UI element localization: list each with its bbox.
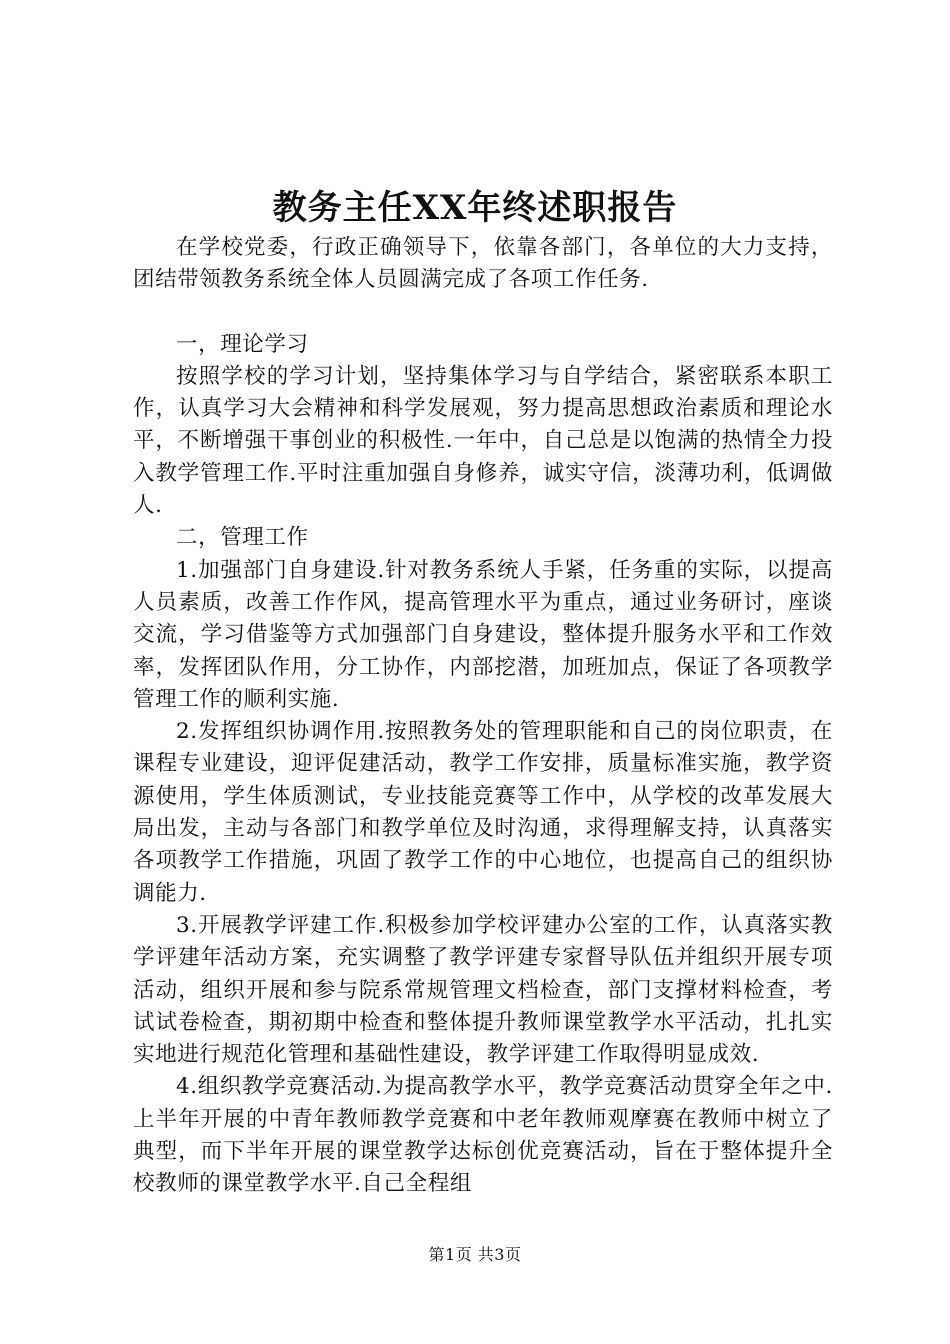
management-item-2: 2.发挥组织协调作用.按照教务处的管理职能和自己的岗位职责，在课程专业建设，迎评促建活动，教学工作安排，质量标准实施，教学资源使用，学生体质测试，专业技能竞赛等工作中，从学校的改革发展大局出发，主动与各部门和教学单位及时沟通，求得理解支持，认真落实各项教学工作措施，巩固了教学工作的中心地位，也提高自己的组织协调能力. <box>133 719 833 906</box>
intro-paragraph: 在学校党委，行政正确领导下，依靠各部门，各单位的大力支持，团结带领教务系统全体人员圆满完成了各项工作任务. <box>133 235 833 293</box>
section-heading-theory: 一，理论学习 <box>176 331 309 357</box>
document-title: 教务主任XX年终述职报告 <box>272 188 678 228</box>
page-footer: 第1页 共3页 <box>428 1245 522 1264</box>
section-heading-management: 二，管理工作 <box>176 525 309 551</box>
theory-paragraph: 按照学校的学习计划，坚持集体学习与自学结合，紧密联系本职工作，认真学习大会精神和科学发展观，努力提高思想政治素质和理论水平，不断增强干事创业的积极性.一年中，自己总是以饱满的热情全力投入教学管理工作.平时注重加强自身修养，诚实守信，淡薄功利，低调做人. <box>133 363 833 519</box>
management-item-4: 4.组织教学竞赛活动.为提高教学水平，教学竞赛活动贯穿全年之中.上半年开展的中青年教师教学竞赛和中老年教师观摩赛在教师中树立了典型，而下半年开展的课堂教学达标创优竞赛活动，旨在于整体提升全校教师的课堂教学水平.自己全程组 <box>133 1074 833 1197</box>
document-body <box>133 232 833 1201</box>
management-item-1: 1.加强部门自身建设.针对教务系统人手紧，任务重的实际，以提高人员素质，改善工作作风，提高管理水平为重点，通过业务研讨，座谈交流，学习借鉴等方式加强部门自身建设，整体提升服务水平和工作效率，发挥团队作用，分工协作，内部挖潜，加班加点，保证了各项教学管理工作的顺利实施. <box>133 557 833 712</box>
management-item-3: 3.开展教学评建工作.积极参加学校评建办公室的工作，认真落实教学评建年活动方案，充实调整了教学评建专家督导队伍并组织开展专项活动，组织开展和参与院系常规管理文档检查，部门支撑材料检查，考试试卷检查，期初期中检查和整体提升教师课堂教学水平活动，扎扎实实地进行规范化管理和基础性建设，教学评建工作取得明显成效. <box>133 912 833 1068</box>
